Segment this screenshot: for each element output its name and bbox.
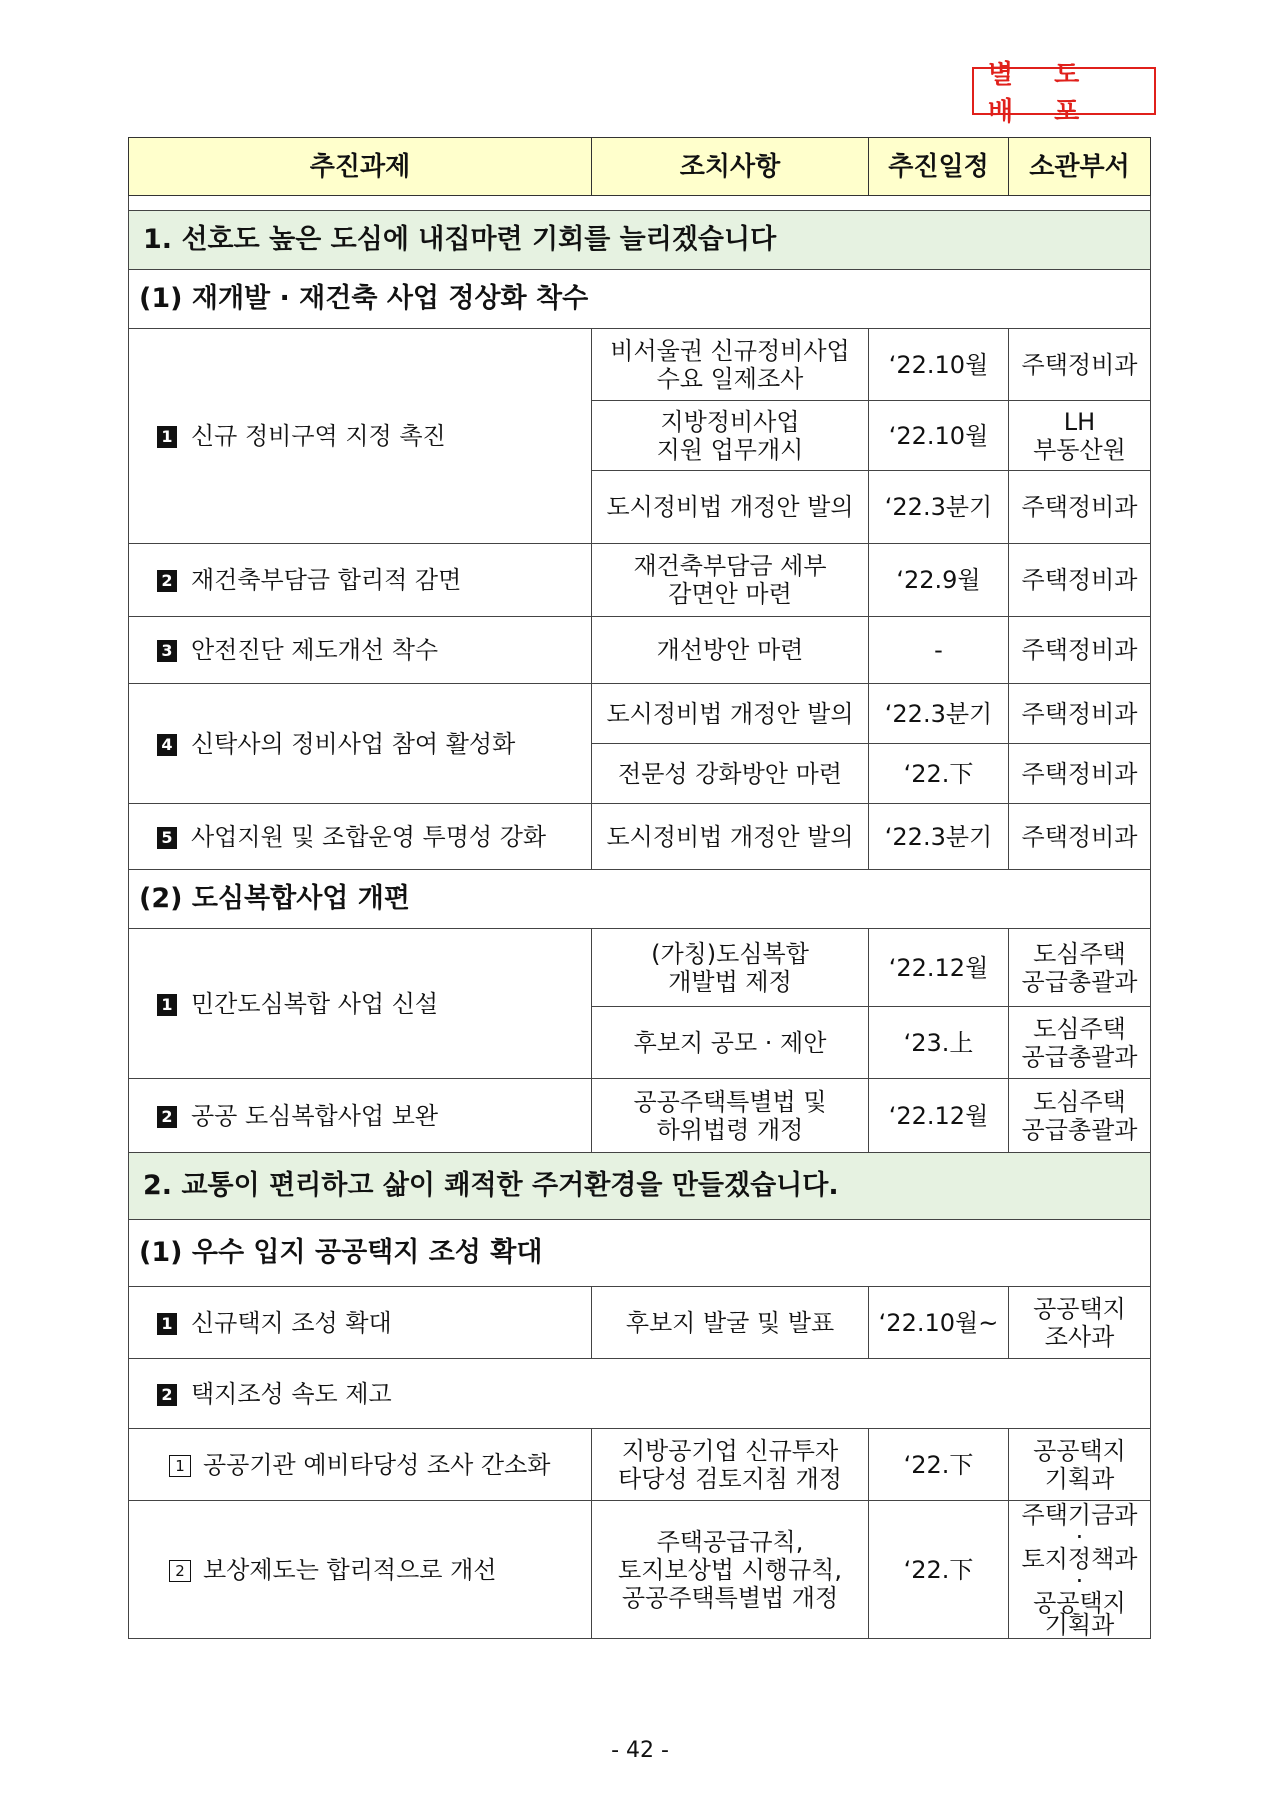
page-number: - 42 - (611, 1738, 669, 1763)
action-cell: 전문성 강화방안 마련 (592, 744, 869, 804)
task-number-badge: 2 (157, 1106, 177, 1128)
task-cell: 2 보상제도는 합리적으로 개선 (129, 1501, 592, 1639)
task-cell: 1 신규 정비구역 지정 촉진 (129, 329, 592, 544)
section-2-title: 2. 교통이 편리하고 삶이 쾌적한 주거환경을 만들겠습니다. (129, 1153, 1151, 1220)
table-row (129, 684, 1151, 744)
date-cell: ‘22.下 (869, 1501, 1009, 1639)
date-cell: ‘22.3분기 (869, 684, 1009, 744)
date-cell: ‘22.10월 (869, 329, 1009, 401)
dept-cell: 공공택지 기획과 (1009, 1429, 1151, 1501)
section-2-sub-1: (1) 우수 입지 공공택지 조성 확대 (129, 1220, 1151, 1287)
action-cell: 지방공기업 신규투자 타당성 검토지침 개정 (592, 1429, 869, 1501)
date-cell: ‘22.9월 (869, 544, 1009, 617)
task-number-badge: 2 (157, 1384, 177, 1406)
action-cell: 비서울권 신규정비사업 수요 일제조사 (592, 329, 869, 401)
action-cell: (가칭)도심복합 개발법 제정 (592, 929, 869, 1007)
header-task: 추진과제 (129, 138, 592, 196)
task-cell: 4 신탁사의 정비사업 참여 활성화 (129, 684, 592, 804)
date-cell: ‘22.3분기 (869, 471, 1009, 544)
date-cell: ‘22.10월~ (869, 1287, 1009, 1359)
date-cell: ‘23.上 (869, 1007, 1009, 1079)
table-row (129, 1359, 1151, 1429)
dept-cell: 공공택지 조사과 (1009, 1287, 1151, 1359)
dept-cell: 도심주택 공급총괄과 (1009, 1007, 1151, 1079)
action-cell: 도시정비법 개정안 발의 (592, 471, 869, 544)
task-number-badge: 4 (157, 734, 177, 756)
dept-cell: 주택기금과 · 토지정책과 · 공공택지 기획과 (1009, 1501, 1151, 1639)
date-cell: ‘22.10월 (869, 401, 1009, 471)
dept-cell: 주택정비과 (1009, 804, 1151, 870)
task-cell: 2 공공 도심복합사업 보완 (129, 1079, 592, 1153)
date-cell: - (869, 617, 1009, 684)
date-cell: ‘22.12월 (869, 929, 1009, 1007)
task-number-badge: 3 (157, 640, 177, 662)
action-cell: 공공주택특별법 및 하위법령 개정 (592, 1079, 869, 1153)
table-row (129, 804, 1151, 870)
dept-cell: 주택정비과 (1009, 744, 1151, 804)
action-cell: 후보지 발굴 및 발표 (592, 1287, 869, 1359)
action-cell: 지방정비사업 지원 업무개시 (592, 401, 869, 471)
table-row (129, 1287, 1151, 1359)
dept-cell: 주택정비과 (1009, 471, 1151, 544)
action-cell: 재건축부담금 세부 감면안 마련 (592, 544, 869, 617)
task-number-badge: 1 (157, 994, 177, 1016)
dept-cell: 주택정비과 (1009, 544, 1151, 617)
task-cell: 2 재건축부담금 합리적 감면 (129, 544, 592, 617)
header-dept: 소관부서 (1009, 138, 1151, 196)
table-row (129, 929, 1151, 1007)
action-cell: 도시정비법 개정안 발의 (592, 684, 869, 744)
task-number-badge: 1 (157, 1313, 177, 1335)
table-row (129, 617, 1151, 684)
section-1-sub-1: (1) 재개발 · 재건축 사업 정상화 착수 (129, 270, 1151, 329)
task-cell: 2 택지조성 속도 제고 (129, 1359, 1151, 1429)
dept-cell: LH 부동산원 (1009, 401, 1151, 471)
dept-cell: 주택정비과 (1009, 329, 1151, 401)
sub-task-number: 1 (169, 1455, 191, 1477)
task-cell: 1 민간도심복합 사업 신설 (129, 929, 592, 1079)
action-cell: 도시정비법 개정안 발의 (592, 804, 869, 870)
table-row (129, 1429, 1151, 1501)
table-row (129, 1501, 1151, 1639)
date-cell: ‘22.3분기 (869, 804, 1009, 870)
section-1-sub-2: (2) 도심복합사업 개편 (129, 870, 1151, 929)
action-cell: 주택공급규칙, 토지보상법 시행규칙, 공공주택특별법 개정 (592, 1501, 869, 1639)
action-cell: 후보지 공모 · 제안 (592, 1007, 869, 1079)
table-row (129, 544, 1151, 617)
task-number-badge: 5 (157, 827, 177, 849)
date-cell: ‘22.12월 (869, 1079, 1009, 1153)
sub-task-number: 2 (169, 1560, 191, 1582)
table-header (129, 138, 1151, 196)
task-number-badge: 1 (157, 426, 177, 448)
task-cell: 1 공공기관 예비타당성 조사 간소화 (129, 1429, 592, 1501)
dept-cell: 주택정비과 (1009, 617, 1151, 684)
section-1-title: 1. 선호도 높은 도심에 내집마련 기회를 늘리겠습니다 (129, 211, 1151, 270)
action-cell: 개선방안 마련 (592, 617, 869, 684)
header-date: 추진일정 (869, 138, 1009, 196)
date-cell: ‘22.下 (869, 744, 1009, 804)
table-row (129, 1079, 1151, 1153)
table-row (129, 329, 1151, 401)
header-action: 조치사항 (592, 138, 869, 196)
task-cell: 3 안전진단 제도개선 착수 (129, 617, 592, 684)
task-number-badge: 2 (157, 570, 177, 592)
dept-cell: 도심주택 공급총괄과 (1009, 929, 1151, 1007)
policy-table (128, 137, 1151, 1639)
date-cell: ‘22.下 (869, 1429, 1009, 1501)
task-cell: 1 신규택지 조성 확대 (129, 1287, 592, 1359)
distribution-stamp: 별 도 배 포 (972, 67, 1156, 115)
dept-cell: 도심주택 공급총괄과 (1009, 1079, 1151, 1153)
task-cell: 5 사업지원 및 조합운영 투명성 강화 (129, 804, 592, 870)
dept-cell: 주택정비과 (1009, 684, 1151, 744)
